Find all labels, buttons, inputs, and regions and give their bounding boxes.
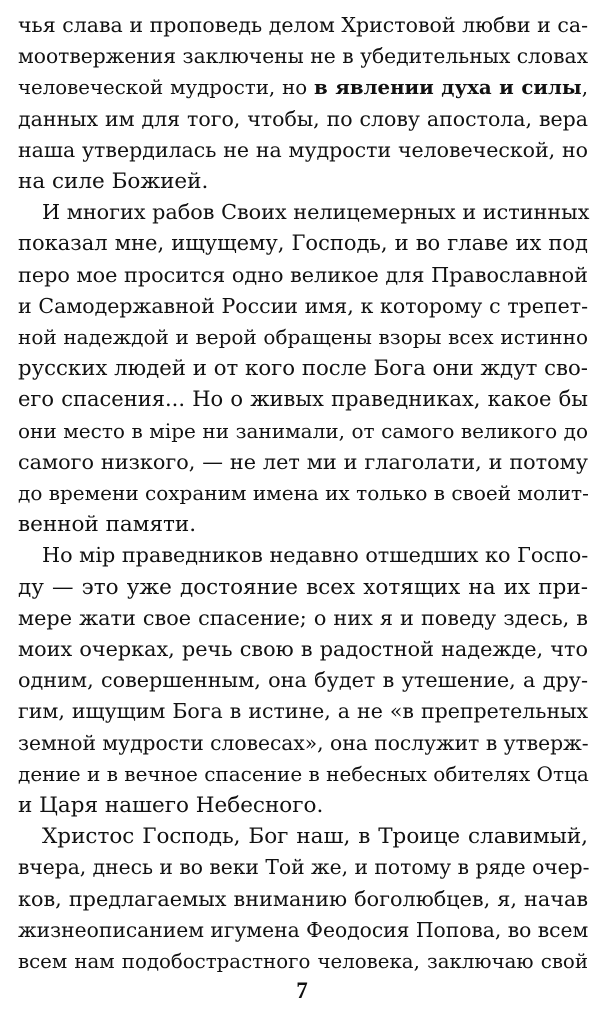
text-line: ной надеждой и верой обращены взоры всех истинно xyxy=(18,325,588,349)
text-line: венной памяти. xyxy=(18,512,197,538)
text-line: до времени сохраним имена их только в своей молит- xyxy=(18,481,589,505)
text-line: земной мудрости словесах», она послужит в утверж- xyxy=(18,730,589,755)
text-line: жизнеописанием игумена Феодосия Попова, во всем xyxy=(18,917,589,942)
text-line: моих очерках, речь свою в радостной надежде, что xyxy=(18,637,588,661)
text-line: вчера, днесь и во веки Той же, и потому в ряде очер- xyxy=(18,855,590,880)
text-line: мере жати свое спасение; о них я и поведу здесь, в xyxy=(18,605,588,630)
text-line: данных им для того, чтобы, по слову апостола, вера xyxy=(18,106,588,131)
text-line: моотвержения заключены не в убедительных словах xyxy=(18,44,588,69)
text-line: они место в міре ни занимали, от самого великого до xyxy=(18,418,588,443)
text-line: наша утвердилась не на мудрости человеческой, но xyxy=(18,137,588,162)
text-line: дение и в вечное спасение в небесных обителях Отца xyxy=(18,761,589,786)
text-line: ков, предлагаемых вниманию боголюбцев, я, начав xyxy=(18,886,588,911)
text-line: на силе Божией. xyxy=(18,169,209,194)
text-line: и Царя нашего Небесного. xyxy=(18,793,324,818)
page-number: 7 xyxy=(296,978,308,1003)
text-line: Христос Господь, Бог наш, в Троице славимый, xyxy=(42,824,588,850)
text-line: ду — это уже достояние всех хотящих на их при- xyxy=(18,574,588,600)
text-line-segment: человеческой мудрости, но xyxy=(18,76,315,100)
text-line: перо мое просится одно великое для Православной xyxy=(18,262,588,287)
text-line: чья слава и проповедь делом Христовой любви и са- xyxy=(18,13,588,37)
text-line: Но мір праведников недавно отшедших ко Госпо- xyxy=(42,543,589,568)
text-line: его спасения... Но о живых праведниках, какое бы xyxy=(18,387,588,412)
text-body xyxy=(18,10,588,1010)
text-line: одним, совершенным, она будет в утешение, а дру- xyxy=(18,668,588,693)
text-line: и Самодержавной России имя, к которому с трепет- xyxy=(18,293,588,318)
text-line-segment: , xyxy=(581,76,588,100)
text-line: всем нам подобострастного человека, заключаю свой xyxy=(18,950,588,973)
emphasis-phrase: в явлении духа и силы xyxy=(314,75,582,100)
text-line: самого низкого, — не лет ми и глаголати, и потому xyxy=(18,449,588,474)
text-line: показал мне, ищущему, Господь, и во главе их под xyxy=(18,231,588,256)
text-line: гим, ищущим Бога в истине, а не «в препретельных xyxy=(18,699,588,724)
text-line: И многих рабов Своих нелицемерных и истинных xyxy=(42,200,590,225)
text-line: русских людей и от кого после Бога они ждут сво- xyxy=(18,356,588,382)
